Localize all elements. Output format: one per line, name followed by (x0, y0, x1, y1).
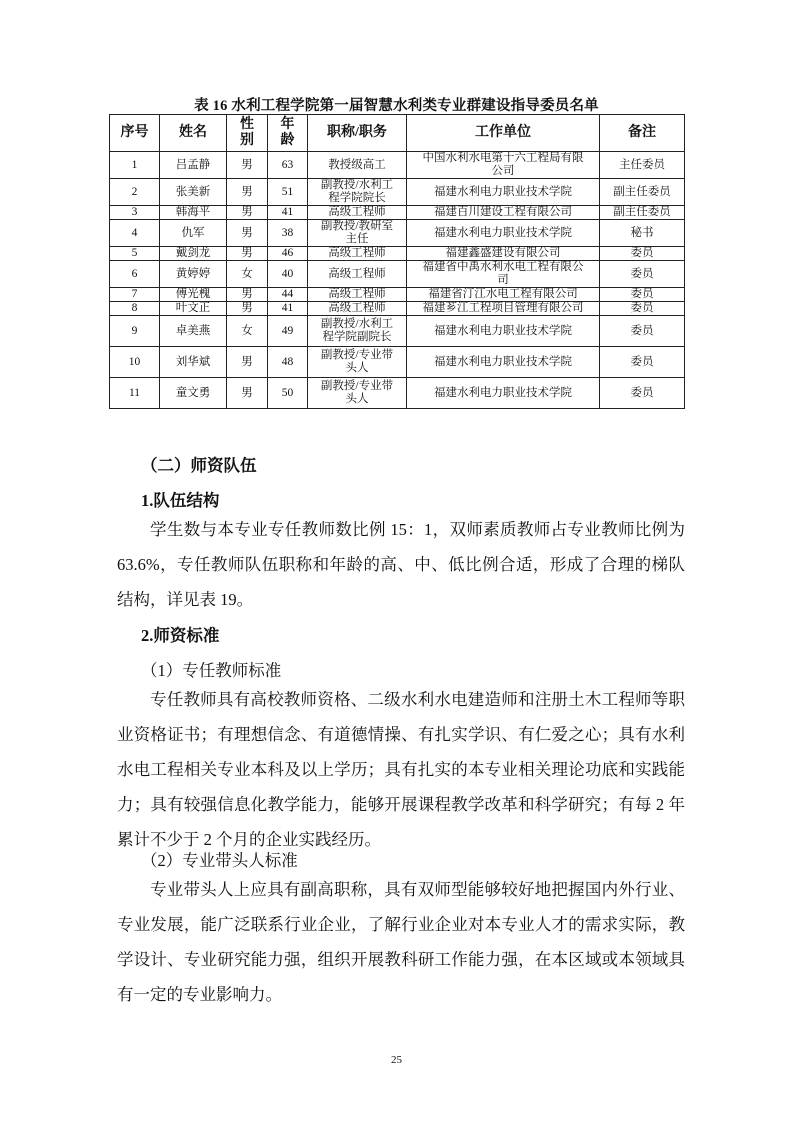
cell-title: 副教授/专业带头人 (308, 378, 407, 409)
table-row (110, 206, 685, 220)
cell-seq: 3 (110, 206, 160, 220)
cell-age: 51 (268, 179, 308, 206)
cell-age: 50 (268, 378, 308, 409)
cell-age: 46 (268, 247, 308, 261)
cell-title: 高级工程师 (308, 302, 407, 316)
cell-employer: 福建水利电力职业技术学院 (407, 316, 600, 347)
cell-gender: 男 (227, 152, 268, 179)
cell-seq: 6 (110, 261, 160, 288)
cell-name: 刘华斌 (160, 347, 227, 378)
header-age-text: 年龄 (280, 117, 295, 148)
cell-name: 韩海平 (160, 206, 227, 220)
committee-table (109, 114, 685, 409)
cell-age: 41 (268, 302, 308, 316)
cell-employer: 福建水利电力职业技术学院 (407, 378, 600, 409)
cell-seq: 5 (110, 247, 160, 261)
section-heading: （二）师资队伍 (141, 456, 257, 475)
cell-age: 38 (268, 220, 308, 247)
cell-age: 48 (268, 347, 308, 378)
cell-remark: 副主任委员 (600, 206, 685, 220)
cell-employer: 福建鑫盛建设有限公司 (407, 247, 600, 261)
table-row (110, 247, 685, 261)
cell-name: 卓美燕 (160, 316, 227, 347)
cell-remark: 秘书 (600, 220, 685, 247)
cell-seq: 7 (110, 288, 160, 302)
table-row (110, 261, 685, 288)
table-row (110, 302, 685, 316)
cell-remark: 主任委员 (600, 152, 685, 179)
header-gender-text: 性别 (240, 117, 254, 148)
cell-employer: 福建百川建设工程有限公司 (407, 206, 600, 220)
cell-remark: 委员 (600, 302, 685, 316)
cell-gender: 男 (227, 206, 268, 220)
cell-title: 高级工程师 (308, 261, 407, 288)
header-gender (227, 115, 268, 152)
paragraph-leader: 专业带头人上应具有副高职称，具有双师型能够较好地把握国内外行业、专业发展，能广泛联系行业企业，了解行业企业对本专业人才的需求实际，教学设计、专业研究能力强，组织开展教科研工作能力强，在本区域或本领域具有一定的专业影响力。 (117, 880, 685, 1004)
cell-seq: 1 (110, 152, 160, 179)
header-title: 职称/职务 (308, 115, 407, 152)
table-row (110, 288, 685, 302)
cell-seq: 4 (110, 220, 160, 247)
cell-employer: 中国水利水电第十六工程局有限公司 (407, 152, 600, 179)
cell-remark: 副主任委员 (600, 179, 685, 206)
cell-title: 教授级高工 (308, 152, 407, 179)
cell-age: 63 (268, 152, 308, 179)
cell-name: 仇军 (160, 220, 227, 247)
subsection-heading-standards: 2.师资标准 (141, 626, 220, 645)
cell-gender: 女 (227, 316, 268, 347)
cell-employer: 福建芗江工程项目管理有限公司 (407, 302, 600, 316)
cell-title: 高级工程师 (308, 206, 407, 220)
cell-title: 高级工程师 (308, 288, 407, 302)
cell-employer: 福建水利电力职业技术学院 (407, 220, 600, 247)
cell-employer: 福建省中禹水利水电工程有限公司 (407, 261, 600, 288)
cell-seq: 11 (110, 378, 160, 409)
cell-title: 副教授/水利工程学院副院长 (308, 316, 407, 347)
cell-seq: 9 (110, 316, 160, 347)
subsection-heading-structure: 1.队伍结构 (141, 491, 220, 510)
cell-employer: 福建水利电力职业技术学院 (407, 179, 600, 206)
header-remark: 备注 (600, 115, 685, 152)
table-row (110, 378, 685, 409)
table-row (110, 347, 685, 378)
cell-remark: 委员 (600, 316, 685, 347)
cell-age: 40 (268, 261, 308, 288)
cell-title: 副教授/专业带头人 (308, 347, 407, 378)
cell-title: 高级工程师 (308, 247, 407, 261)
cell-remark: 委员 (600, 247, 685, 261)
cell-age: 44 (268, 288, 308, 302)
cell-gender: 男 (227, 220, 268, 247)
cell-gender: 男 (227, 247, 268, 261)
cell-remark: 委员 (600, 261, 685, 288)
header-name: 姓名 (160, 115, 227, 152)
header-employer: 工作单位 (407, 115, 600, 152)
cell-remark: 委员 (600, 378, 685, 409)
cell-seq: 8 (110, 302, 160, 316)
paragraph-structure: 学生数与本专业专任教师数比例 15：1，双师素质教师占专业教师比例为 63.6%，专任教师队伍职称和年龄的高、中、低比例合适，形成了合理的梯队结构，详见表 19。 (117, 520, 685, 609)
cell-gender: 男 (227, 347, 268, 378)
cell-title: 副教授/教研室主任 (308, 220, 407, 247)
table-header-row (110, 115, 685, 152)
cell-name: 戴剑龙 (160, 247, 227, 261)
table-caption: 表 16 水利工程学院第一届智慧水利类专业群建设指导委员名单 (194, 98, 599, 114)
cell-gender: 男 (227, 179, 268, 206)
table-row (110, 220, 685, 247)
cell-gender: 男 (227, 378, 268, 409)
cell-gender: 女 (227, 261, 268, 288)
paragraph-fulltime: 专任教师具有高校教师资格、二级水利水电建造师和注册土木工程师等职业资格证书；有理想信念、有道德情操、有扎实学识、有仁爱之心；具有水利水电工程相关专业本科及以上学历；具有扎实的本专业相关理论功底和实践能力；具有较强信息化教学能力，能够开展课程教学改革和科学研究；有每 2 年累计不少于 2 个月的企业实践经历。 (117, 690, 685, 849)
cell-seq: 2 (110, 179, 160, 206)
cell-name: 童文勇 (160, 378, 227, 409)
cell-employer: 福建省汀江水电工程有限公司 (407, 288, 600, 302)
header-age (268, 115, 308, 152)
page-number: 25 (391, 1054, 402, 1066)
cell-name: 傅光槐 (160, 288, 227, 302)
item-heading-fulltime: （1）专任教师标准 (141, 661, 282, 680)
cell-gender: 男 (227, 302, 268, 316)
table-row (110, 316, 685, 347)
header-seq: 序号 (110, 115, 160, 152)
table-row (110, 152, 685, 179)
cell-gender: 男 (227, 288, 268, 302)
cell-employer: 福建水利电力职业技术学院 (407, 347, 600, 378)
table-row (110, 179, 685, 206)
cell-age: 41 (268, 206, 308, 220)
cell-name: 叶文正 (160, 302, 227, 316)
cell-remark: 委员 (600, 288, 685, 302)
cell-remark: 委员 (600, 347, 685, 378)
cell-age: 49 (268, 316, 308, 347)
item-heading-leader: （2）专业带头人标准 (141, 851, 298, 870)
cell-name: 黄婷婷 (160, 261, 227, 288)
cell-name: 张美新 (160, 179, 227, 206)
cell-name: 吕孟静 (160, 152, 227, 179)
cell-seq: 10 (110, 347, 160, 378)
cell-title: 副教授/水利工程学院院长 (308, 179, 407, 206)
